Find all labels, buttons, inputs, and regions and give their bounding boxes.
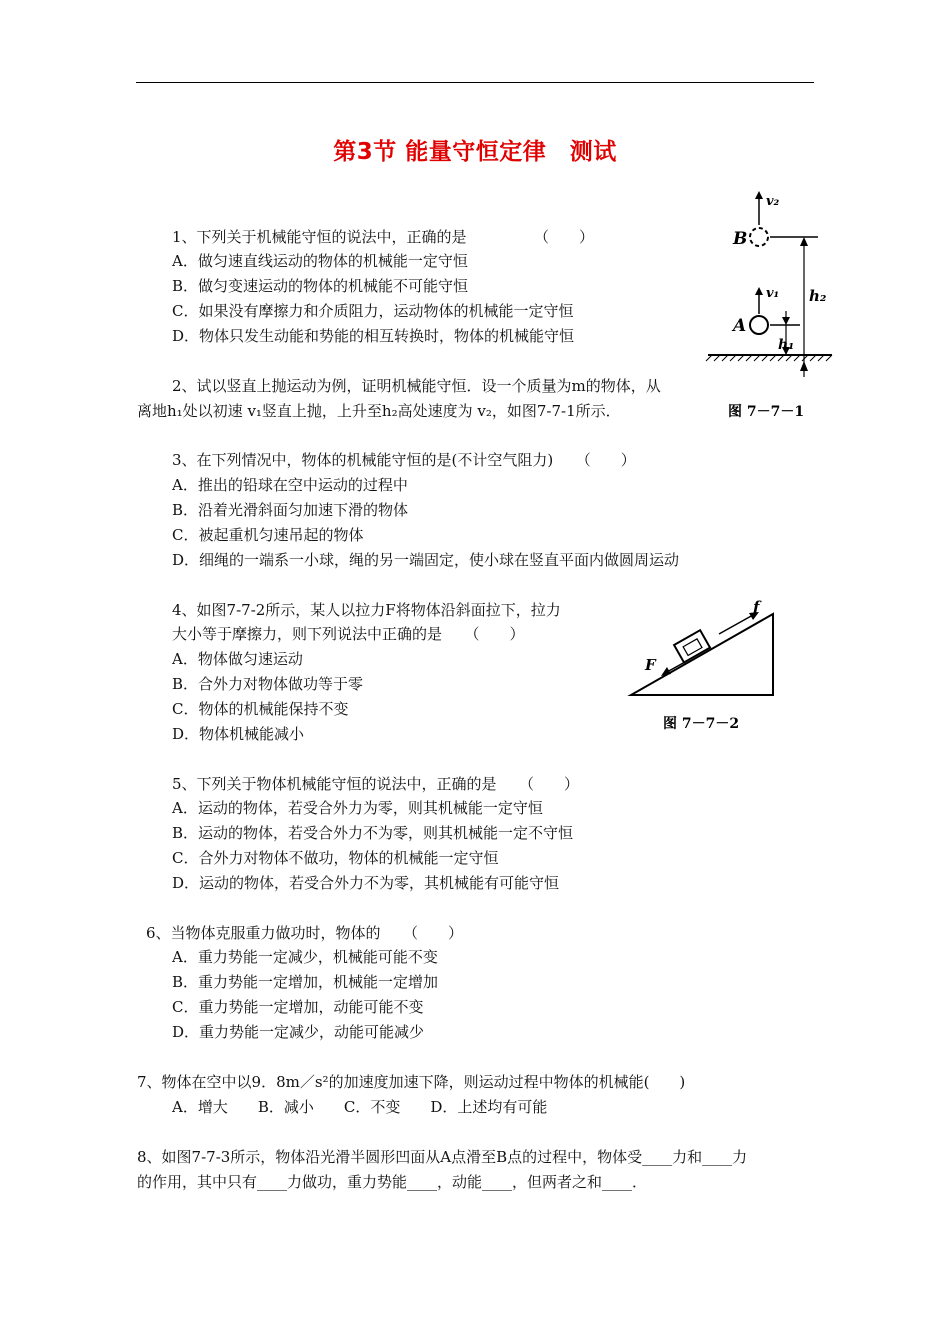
label-b: B <box>733 229 748 249</box>
q1-option-c: C．如果没有摩擦力和介质阻力，运动物体的机械能一定守恒 <box>172 302 574 320</box>
q6-option-a: A．重力势能一定减少，机械能可能不变 <box>172 948 438 966</box>
q4-option-d: D．物体机械能减小 <box>172 725 305 743</box>
q3-option-d: D．细绳的一端系一小球，绳的另一端固定，使小球在竖直平面内做圆周运动 <box>172 551 680 569</box>
figure-7-7-1 <box>700 185 840 430</box>
q4-option-a: A．物体做匀速运动 <box>172 650 303 668</box>
q2-line2: 离地h₁处以初速 v₁竖直上抛，上升至h₂高处速度为 v₂，如图7-7-1所示． <box>137 402 621 420</box>
page-title: 第3节 能量守恒定律 测试 <box>333 139 617 165</box>
q3-option-a: A．推出的铅球在空中运动的过程中 <box>172 476 408 494</box>
q6-stem: 6、当物体克服重力做功时，物体的 （ ） <box>146 924 464 942</box>
label-h2: h₂ <box>809 287 827 305</box>
q1-option-a: A．做匀速直线运动的物体的机械能一定守恒 <box>172 252 468 270</box>
q3-option-c: C．被起重机匀速吊起的物体 <box>172 526 364 544</box>
q4-line2: 大小等于摩擦力，则下列说法中正确的是 （ ） <box>172 625 525 643</box>
q1-option-d: D．物体只发生动能和势能的相互转换时，物体的机械能守恒 <box>172 327 575 345</box>
ball-b-marker <box>750 228 768 246</box>
figure1-caption: 图 7－7－1 <box>728 404 805 420</box>
label-F: F <box>645 656 656 674</box>
q6-option-c: C．重力势能一定增加，动能可能不变 <box>172 998 424 1016</box>
q3-stem: 3、在下列情况中，物体的机械能守恒的是(不计空气阻力) （ ） <box>172 451 636 469</box>
q7-stem: 7、物体在空中以9．8m／s²的加速度加速下降，则运动过程中物体的机械能( ) <box>137 1073 686 1091</box>
ball-a-marker <box>750 316 768 334</box>
q6-option-d: D．重力势能一定减少，动能可能减少 <box>172 1023 425 1041</box>
q7-options: A．增大 B．减小 C．不变 D．上述均有可能 <box>172 1098 548 1116</box>
q5-stem: 5、下列关于物体机械能守恒的说法中，正确的是 （ ） <box>172 775 580 793</box>
q4-option-b: B．合外力对物体做功等于零 <box>172 675 364 693</box>
block-marker <box>674 630 710 662</box>
label-v2: v₂ <box>766 194 780 209</box>
header-rule <box>136 82 814 83</box>
figure2-caption: 图 7－7－2 <box>663 716 740 732</box>
q8-line2: 的作用，其中只有____力做功，重力势能____，动能____，但两者之和____． <box>137 1173 648 1191</box>
q8-line1: 8、如图7-7-3所示，物体沿光滑半圆形凹面从A点滑至B点的过程中，物体受____力和____力 <box>137 1148 748 1166</box>
q6-option-b: B．重力势能一定增加，机械能一定增加 <box>172 973 439 991</box>
q4-option-c: C．物体的机械能保持不变 <box>172 700 349 718</box>
q1-stem: 1、下列关于机械能守恒的说法中，正确的是 （ ） <box>172 228 595 246</box>
figure-7-7-2 <box>625 600 785 735</box>
q1-option-b: B．做匀变速运动的物体的机械能不可能守恒 <box>172 277 469 295</box>
label-h1: h₁ <box>778 337 795 353</box>
label-f: f <box>753 600 760 616</box>
q3-option-b: B．沿着光滑斜面匀加速下滑的物体 <box>172 501 409 519</box>
label-v1: v₁ <box>766 286 780 301</box>
q5-option-d: D．运动的物体，若受合外力不为零，其机械能有可能守恒 <box>172 874 560 892</box>
q5-option-a: A．运动的物体，若受合外力为零，则其机械能一定守恒 <box>172 799 543 817</box>
q5-option-c: C．合外力对物体不做功，物体的机械能一定守恒 <box>172 849 499 867</box>
q2-line1: 2、试以竖直上抛运动为例，证明机械能守恒．设一个质量为m的物体，从 <box>172 377 661 395</box>
q5-option-b: B．运动的物体，若受合外力不为零，则其机械能一定不守恒 <box>172 824 574 842</box>
label-a: A <box>733 316 747 336</box>
q4-line1: 4、如图7-7-2所示，某人以拉力F将物体沿斜面拉下，拉力 <box>172 601 561 619</box>
